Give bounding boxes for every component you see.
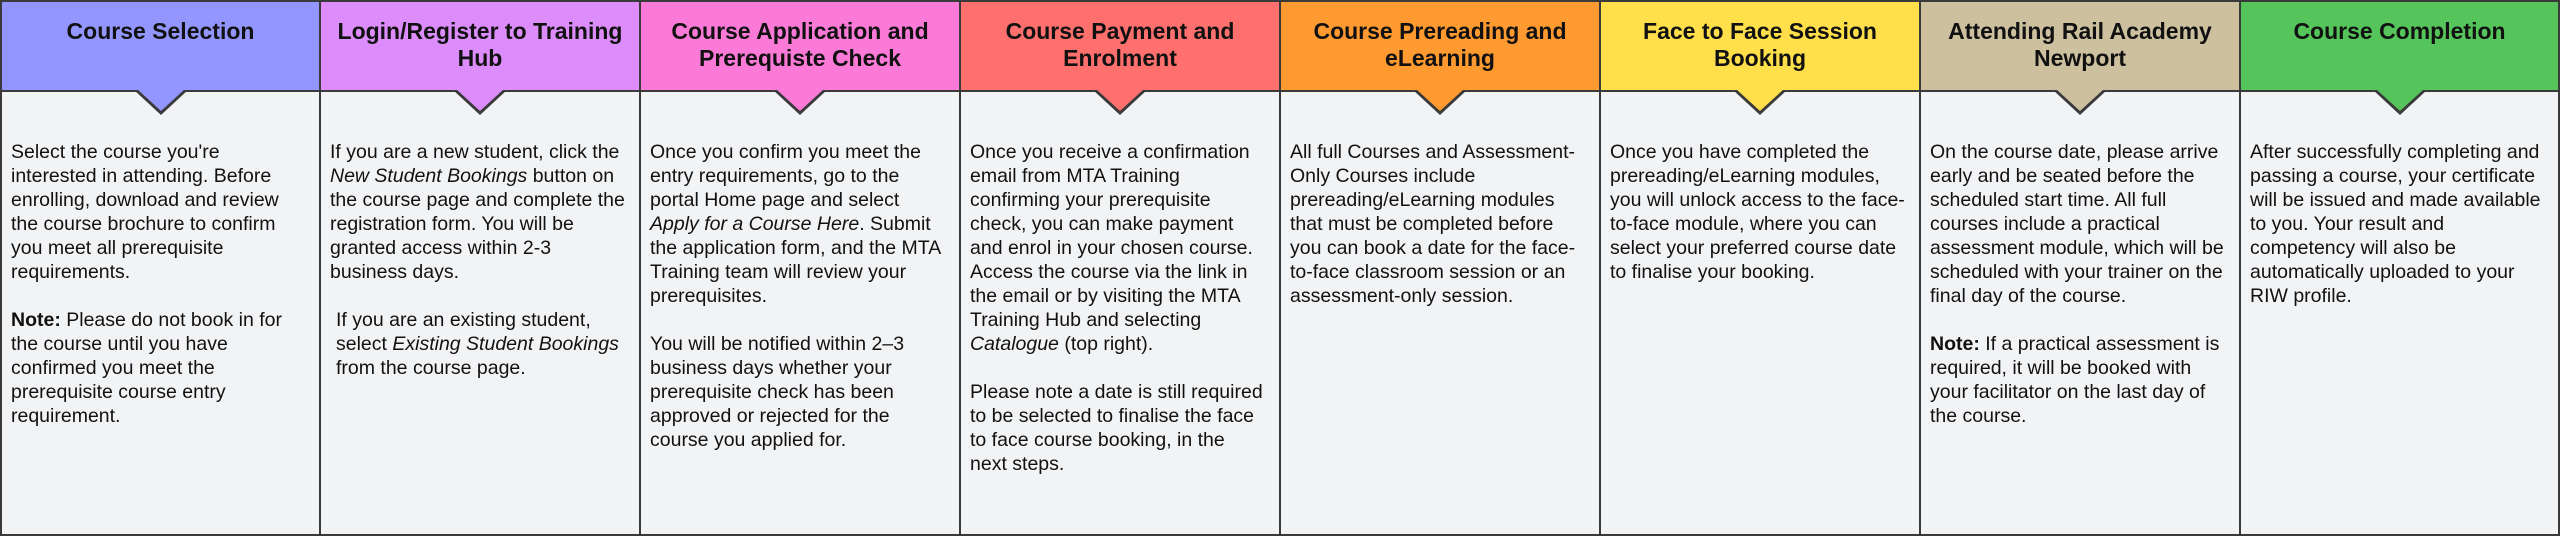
step-face-to-face-booking	[1600, 0, 1920, 536]
note-label: Note:	[1930, 333, 1980, 355]
text-run: If you are an existing student, select	[336, 309, 591, 355]
step-course-selection	[0, 0, 320, 536]
down-arrow-notch	[1413, 90, 1467, 115]
step-login-register	[320, 0, 640, 536]
text-run: Once you confirm you meet the entry requirements, go to the portal Home page and select	[650, 141, 921, 211]
existing-student-bookings-ref: Existing Student Bookings	[392, 333, 619, 355]
step-paragraph: After successfully completing and passing a course, your certificate will be issued and made available to you. Your result and competency will also be automatically uploaded to your RIW profile.	[2250, 141, 2541, 307]
step-body	[2241, 92, 2558, 308]
text-run: (top right).	[1058, 333, 1154, 355]
step-body	[1601, 92, 1919, 284]
step-body	[1281, 92, 1599, 308]
step-paragraph	[330, 308, 625, 380]
step-note	[1930, 332, 2225, 428]
note-text: If a practical assessment is required, it will be booked with your facilitator on the last day of the course.	[1930, 333, 2220, 427]
catalogue-ref: Catalogue	[970, 333, 1059, 355]
step-header	[1601, 2, 1919, 92]
note-text: Please do not book in for the course until you have confirmed you meet the prerequisite course entry requirement.	[11, 309, 282, 427]
step-header	[961, 2, 1279, 92]
step-title: Course Selection	[66, 18, 255, 44]
step-paragraph: Select the course you're interested in attending. Before enrolling, download and review the course brochure to confirm you meet all prerequisite requirements.	[11, 141, 279, 283]
step-title: Course Payment and Enrolment	[1005, 18, 1235, 71]
step-body	[2, 92, 319, 428]
step-title: Course Application and Prerequiste Check	[671, 18, 929, 71]
new-student-bookings-ref: New Student Bookings	[330, 165, 528, 187]
step-paragraph: You will be notified within 2–3 business days whether your prerequisite check has been approved or rejected for the course you applied for.	[650, 333, 905, 451]
step-prereading-elearning	[1280, 0, 1600, 536]
step-paragraph	[330, 140, 625, 284]
step-header	[1921, 2, 2239, 92]
step-paragraph: On the course date, please arrive early and be seated before the scheduled start time. All full courses include a practical assessment module, which will be scheduled with your trainer on the final day of the course.	[1930, 141, 2224, 307]
step-header	[2241, 2, 2558, 92]
step-header	[1281, 2, 1599, 92]
down-arrow-notch	[1093, 90, 1147, 115]
step-attending-rail-academy	[1920, 0, 2240, 536]
text-run: Once you receive a confirmation email from MTA Training confirming your prerequisite check, you can make payment and enrol in your chosen course. Access the course via the link in the email or by visiting the MTA Training Hub and selecting	[970, 141, 1253, 331]
down-arrow-notch	[453, 90, 507, 115]
down-arrow-notch	[1733, 90, 1787, 115]
step-title: Login/Register to Training Hub	[337, 18, 623, 71]
step-title: Face to Face Session Booking	[1643, 18, 1877, 71]
step-body	[321, 92, 639, 380]
text-run: from the course page.	[336, 357, 526, 379]
down-arrow-notch	[2373, 90, 2427, 115]
down-arrow-notch	[773, 90, 827, 115]
step-header	[2, 2, 319, 92]
note-label: Note:	[11, 309, 61, 331]
text-run: . Submit the application form, and the MTA Training team will review your prerequisites.	[650, 213, 941, 307]
text-run: button on the course page and complete the registration form. You will be granted access within 2-3 business days.	[330, 165, 625, 283]
apply-for-course-ref: Apply for a Course Here	[650, 213, 860, 235]
step-title: Course Completion	[2293, 18, 2506, 44]
step-paragraph: Once you have completed the prereading/eLearning modules, you will unlock access to the face-to-face module, where you can select your preferred course date to finalise your booking.	[1610, 141, 1905, 283]
step-paragraph: Please note a date is still required to be selected to finalise the face to face course booking, in the next steps.	[970, 381, 1263, 475]
down-arrow-notch	[134, 90, 188, 115]
step-title: Course Prereading and eLearning	[1313, 18, 1567, 71]
text-run: If you are a new student, click the	[330, 141, 620, 163]
step-application-prerequisite	[640, 0, 960, 536]
step-paragraph	[970, 140, 1265, 356]
step-body	[641, 92, 959, 452]
step-note	[11, 308, 305, 428]
down-arrow-notch	[2053, 90, 2107, 115]
step-title: Attending Rail Academy Newport	[1948, 18, 2212, 71]
step-paragraph	[650, 140, 945, 308]
step-header	[321, 2, 639, 92]
step-course-completion	[2240, 0, 2560, 536]
step-body	[961, 92, 1279, 476]
step-paragraph: All full Courses and Assessment-Only Courses include prereading/eLearning modules that must be completed before you can book a date for the face-to-face classroom session or an assessment-only session.	[1290, 141, 1576, 307]
step-payment-enrolment	[960, 0, 1280, 536]
step-header	[641, 2, 959, 92]
step-body	[1921, 92, 2239, 428]
